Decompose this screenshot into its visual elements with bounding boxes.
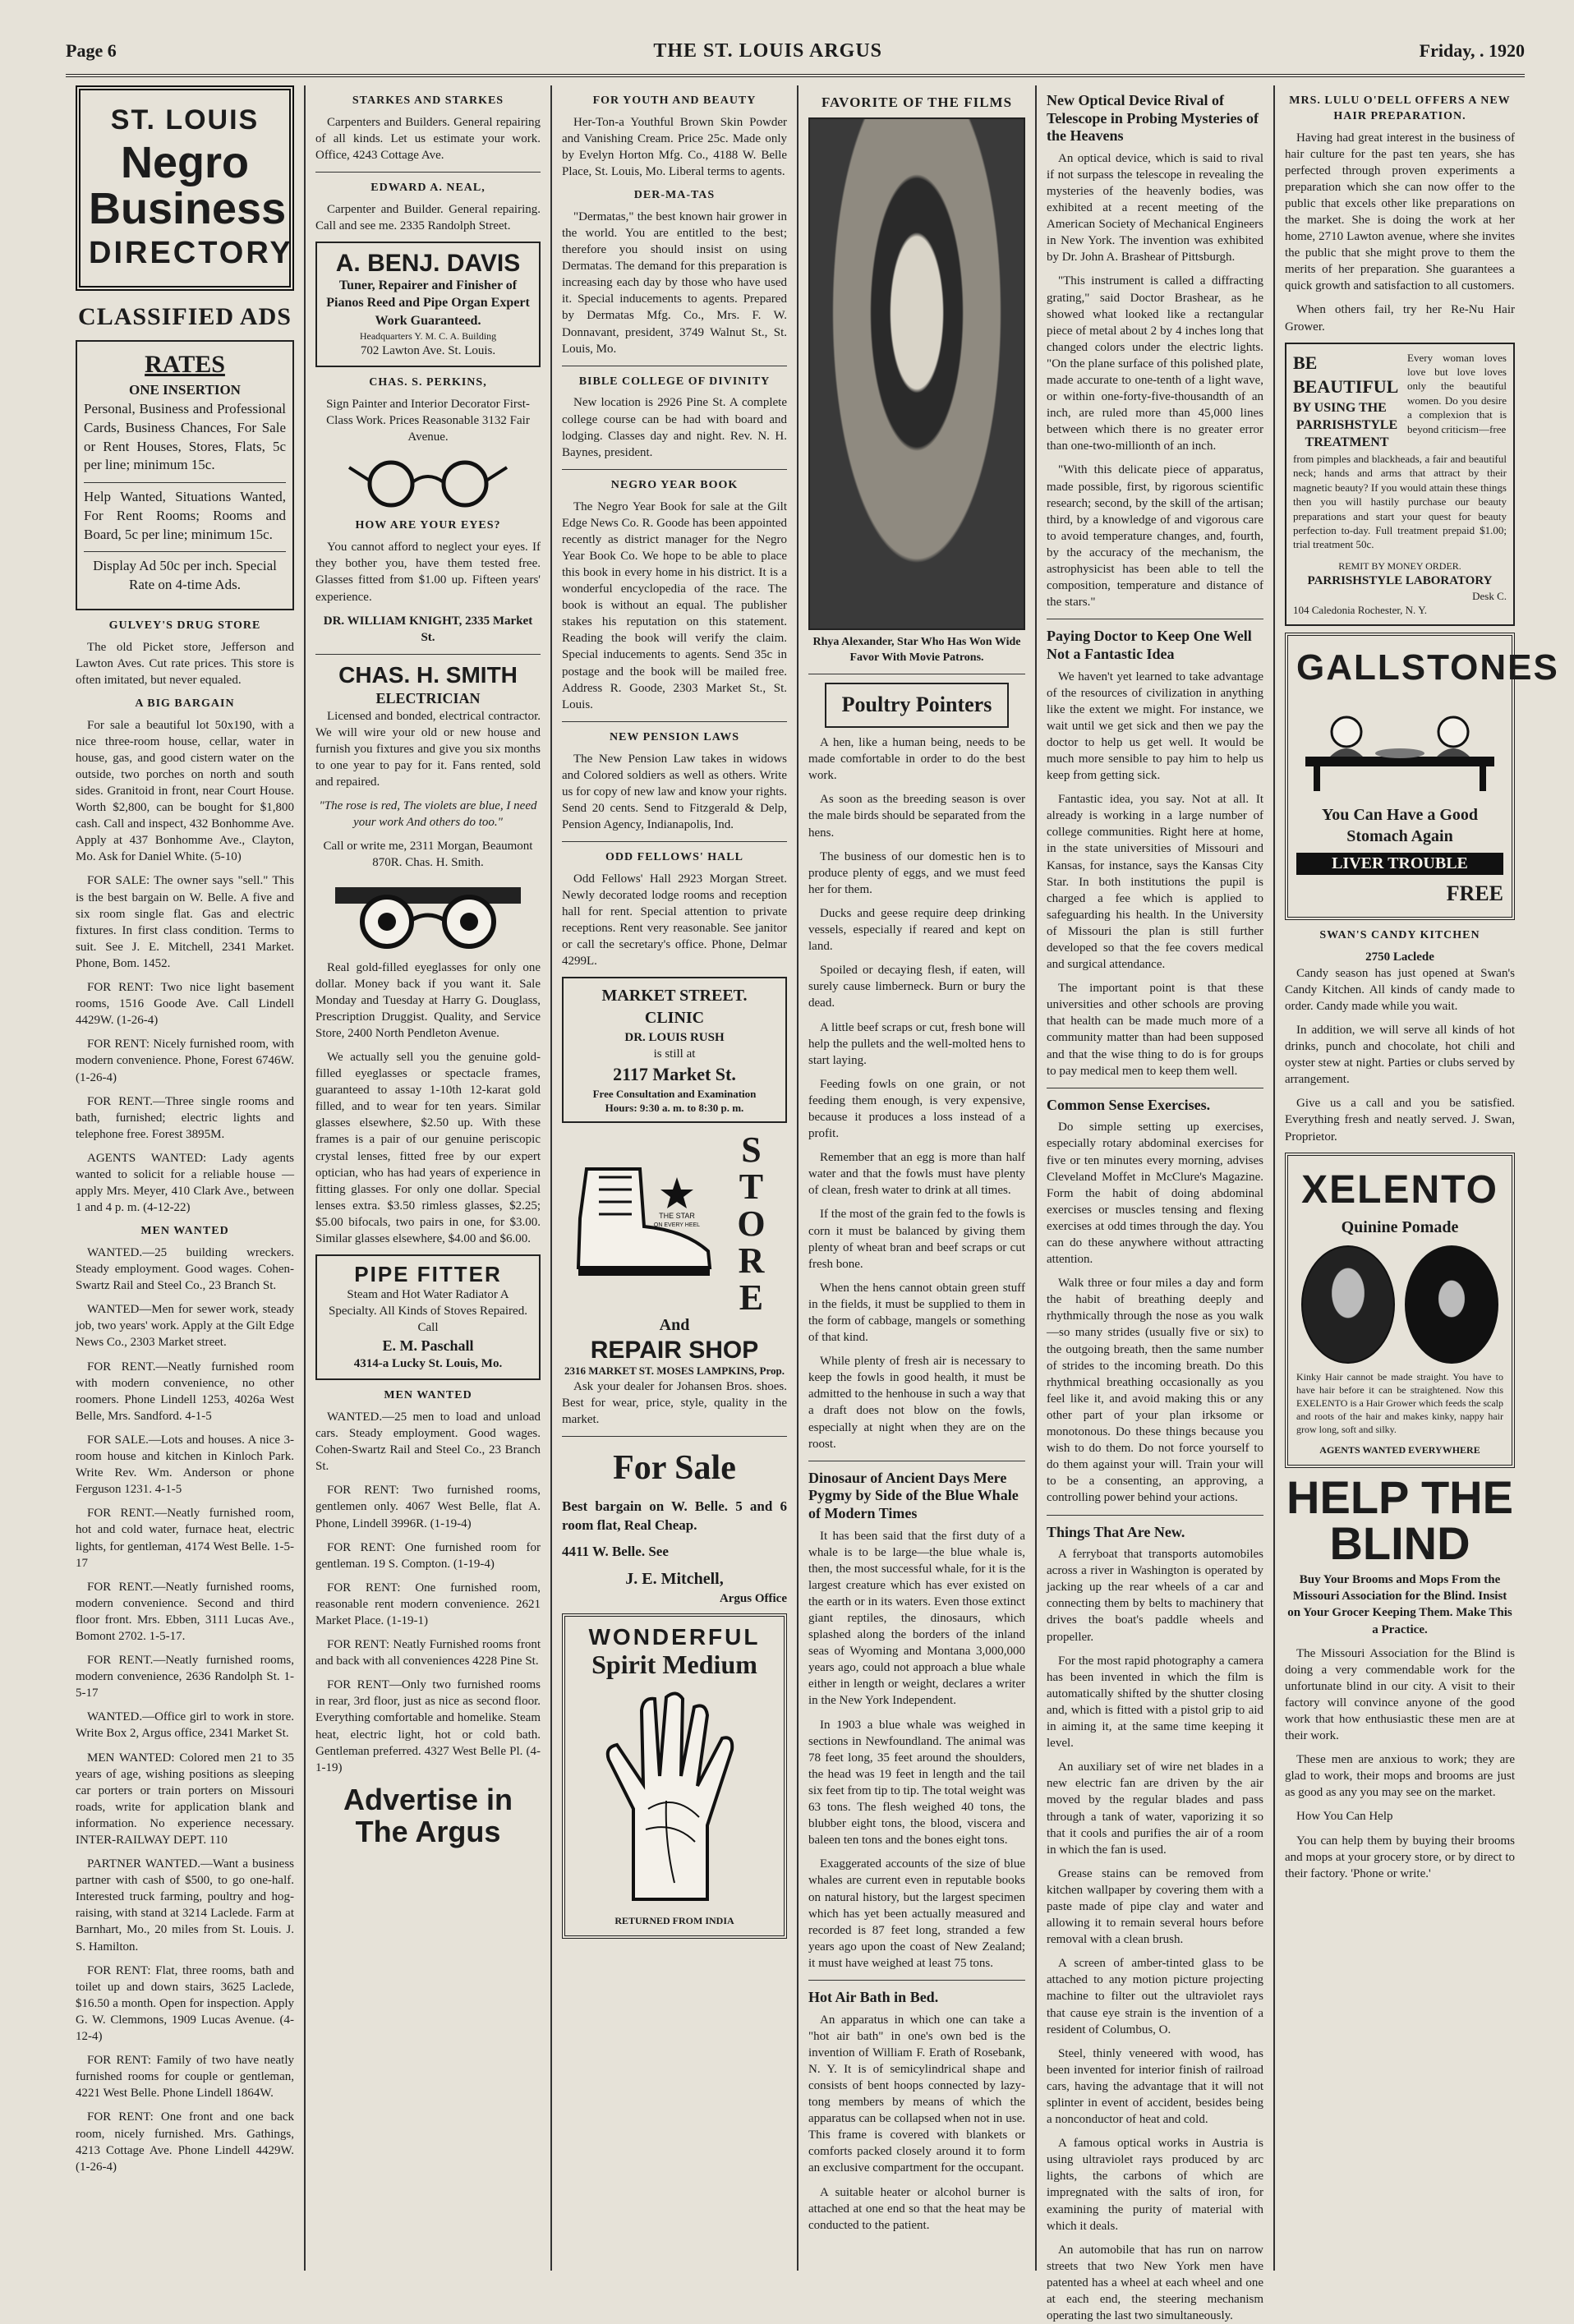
pipe-heading: PIPE FITTER [354,1262,502,1287]
new-things-heading: Things That Are New. [1047,1523,1185,1540]
paragraph: Fantastic idea, you say. Not at all. It already is working in a large number of college communities. Right here at home, in the state universities of Missouri and Kansas, for instance, says the Kansas City Star. In both institutions the pupil is charged a fee which is applied to safeguarding his health. In the University of Missouri the plan is still further developed so that the fee covers medical and surgical attendance. [1047,793,1263,972]
optical-heading: New Optical Device Rival of Telescope in Probing Mysteries of the Heavens [1047,92,1259,145]
gallstones-heading: GALLSTONES [1296,647,1559,688]
lab-address: 104 Caledonia Rochester, N. Y. [1293,604,1428,617]
ad-text: Carpenter and Builder. General repairing. Call and see me. 2335 Randolph Street. [315,202,541,232]
paragraph: If the most of the grain fed to the fowls is corn it must be balanced by giving them plenty of wheat bran and beef scraps or cut fresh bone. [808,1208,1025,1271]
doctor-text [1047,669,1263,1079]
exercise-text [1047,1119,1263,1506]
help-blind-text [1285,1645,1515,1882]
classified-heading: CLASSIFIED ADS [78,302,292,330]
columns [66,85,1559,2323]
ad-heading: NEGRO YEAR BOOK [610,478,739,491]
paragraph: We haven't yet learned to take advantage of the resources of civilization in anything like the extent we might. For instance, we wait until we get sick and then we pay the doctor to help us get well. It would be much more sensible to pay him to help us keep from getting sick. [1047,670,1263,783]
eyes-signature: DR. WILLIAM KNIGHT, 2335 Market St. [323,614,533,644]
paragraph: You can help them by buying their brooms and mops at your grocery store, or by direct to their factory. 'Phone or write.' [1285,1834,1515,1880]
smith-text: Licensed and bonded, electrical contractor. We will wire your old or new house and furnish you fixtures and give you six months to one year to pay for it. Fans rented, sold and repaired. [315,709,541,789]
dinosaur-heading: Dinosaur of Ancient Days Mere Pygmy by Side of the Blue Whale of Modern Times [808,1469,1019,1521]
smith-sub: ELECTRICIAN [375,689,481,706]
for-sale-text: Best bargain on W. Belle. 5 and 6 room flat, Real Cheap. [562,1498,787,1533]
ad-heading: ODD FELLOWS' HALL [605,851,743,864]
ad-text: WANTED.—25 men to load and unload cars. Steady employment. Good wages. Cohen-Swartz Rail and Steel Co., 23 Branch St. [315,1410,541,1474]
palm-hand-icon [584,1686,765,1908]
paragraph: An auxiliary set of wire net blades in a new electric fan are driven by the air moved by the regular blades and pass through a tank of water, vaporizing it so that it cools and purifies the air of a room in which the fan is used. [1047,1760,1263,1857]
paragraph: "With this delicate piece of apparatus, made possible, first, by rigorous scientific research; second, by the skill of the artisan; third, by a knowledge of and vigorous care to avoid temperature changes, and, fourth, by the accuracy of the mechanism, the astrophysicist has been able to tell the composition, temperature and distance of the stars." [1047,463,1263,610]
classified-item: WANTED.—25 building wreckers. Steady employment. Good wages. Cohen-Swartz Rail and Steel Co., 23 Branch St. [76,1246,294,1293]
paragraph: The Missouri Association for the Blind is doing a very commendable work for the unfortunate blind in our city. A visit to their factory will convince anyone of the good work that how enthusiastic these men are at their work. [1285,1646,1515,1743]
classified-item: PARTNER WANTED.—Want a business partner with cash of $500, to go one-half. Interested truck farming, poultry and hog-raising, with stand at 3214 Laclede. Farm at Barnhart, Mo., 20 miles from St. Louis. J. S. Hamilton. [76,1857,294,1954]
paragraph: A little beef scraps or cut, fresh bone will help the pullets and the well-molted hens to start laying. [808,1020,1025,1067]
ad-text: FOR RENT: Neatly Furnished rooms front and back with all conveniences 4228 Pine St. [315,1638,541,1668]
repair-heading: REPAIR SHOP [590,1337,759,1364]
returned-caption: RETURNED FROM INDIA [614,1915,734,1927]
paragraph: In 1903 a blue whale was weighed in sections in Newfoundland. The animal was 78 feet long, 35 feet around the shoulders, the head was 19 feet in length and the tail six feet from tip to tip. The total weight was 63 tons. The flesh weighed 40 tons, the blubber eight tons, the blood, viscera and baleen ten tons and the bones eight tons. [808,1718,1025,1848]
ad-text: New location is 2926 Pine St. A complete college course can be had with board and lodging. Classes day and night. Rev. N. H. Baynes, president. [562,396,787,459]
classified-heading: GULVEY'S DRUG STORE [108,619,261,632]
swan-address: 2750 Laclede [1365,950,1434,964]
clinic-ad [562,977,787,1123]
pipe-name: E. M. Paschall [382,1337,474,1355]
new-things-text [1047,1546,1263,2324]
dining-scene-icon [1297,699,1503,798]
paragraph: Feeding fowls on one grain, or not feeding them enough, is very expensive, because it produces a loss instead of a profit. [808,1077,1025,1141]
xelento-agents: AGENTS WANTED EVERYWHERE [1319,1444,1480,1457]
swan-text [1285,965,1515,1145]
classified-item: FOR RENT.—Three single rooms and bath, furnished; electric lights and telephone free. Forest 3895M. [76,1094,294,1141]
classified-item: WANTED—Men for sewer work, steady job, two years' work. Apply at the Gilt Edge News Co., 2303 Market street. [76,1303,294,1350]
gallstones-ad [1285,633,1559,920]
glasses-text: We actually sell you the genuine gold-filled eyeglasses or spectacle frames, guaranteed to assay 1-10th 12-karat gold filled, and to wear for ten years. Similar glasses elsewhere, $2.50 up. With these frames is a pair of our genuine periscopic crystal lenses, fitted free by our expert optician, who has had years of experience in fitting glasses. For only one dollar. Special lenses extra. $3.50 rimless glasses, $2.25; $5.00 bifocals, two pairs in one, for $3.00. Similar glasses elsewhere, $4.00 and $6.00. [315,1051,541,1246]
paragraph: For the most rapid photography a camera has been invented in which the film is automatically shifted by the shutter closing and, which is fitted with a pistol grip to aid in aiming it, at the same time keeping it level. [1047,1654,1263,1751]
beautiful-line1: BE BEAUTIFUL [1293,352,1399,398]
column-articles [1035,85,1273,2323]
classified-item: FOR RENT.—Neatly furnished room with modern convenience, no other roomers. Phone Lindell 1253, 4026a West Belle, Mrs. Sandford. 4-1-5 [76,1360,294,1423]
poultry-heading: Poultry Pointers [825,683,1009,728]
clinic-free: Free Consultation and Examination [592,1087,757,1100]
lab-desk: Desk C. [1472,589,1507,602]
films-heading: FAVORITE OF THE FILMS [821,94,1013,110]
before-portrait [1301,1245,1395,1364]
spirit-heading: Spirit Medium [591,1650,757,1680]
shoe-store-ad [562,1130,787,1314]
ad-text: Sign Painter and Interior Decorator First-Class Work. Prices Reasonable 3132 Fair Avenue. [326,398,530,444]
davis-hq: Headquarters Y. M. C. A. Building [359,330,497,343]
classified-item: FOR RENT: One front and one back room, nicely furnished. Mrs. Gathings, 4213 Cottage Ave. Phone Lindell 4429W. (1-26-4) [76,2110,294,2174]
paragraph: Exaggerated accounts of the size of blue whales are current even in reputable books on natural history, but the largest specimen which has yet been actually measured and recorded is 87 feet long, stranded a few years ago upon the coast of New Zealand; it must have weighed at least 75 tons. [808,1857,1025,1970]
paragraph: Grease stains can be removed from kitchen wallpaper by covering them with a paste made of pipe clay and water and allowing it to remain several hours before removal with a clean brush. [1047,1866,1263,1947]
paragraph: A famous optical works in Austria is using ultraviolet rays produced by arc lights, the carbons of which are impregnated with the salts of iron, for examining the purity of material with which it deals. [1047,2137,1263,2233]
paragraph: Remember that an egg is more than half water and that the fowls must have plenty of clean, fresh water to drink at all times. [808,1151,1025,1198]
parrishstyle-ad [1285,343,1515,626]
directory-line3: DIRECTORY [89,235,293,270]
davis-tagline: Tuner, Repairer and Finisher of Pianos Reed and Pipe Organ Expert Work Guaranteed. [326,278,530,328]
ad-text: Carpenters and Builders. General repairing of all kinds. Let us estimate your work. Office, 4243 Cottage Ave. [315,115,541,162]
pipe-address: 4314-a Lucky St. Louis, Mo. [353,1357,503,1371]
classified-item: FOR SALE.—Lots and houses. A nice 3-room house and kitchen in Kinloch Park. Write Rev. Wm. Anderson or phone Ferguson 1231. 4-1-5 [76,1433,294,1497]
lulu-text [1285,130,1515,335]
paragraph: Having had great interest in the business of hair culture for the past ten years, she has perfected through proven experiments a preparation which she can now offer to the public that excels other like preparations on the market. She is doing the work at her home, 2710 Lawton avenue, where she invites the public that she might prove to them the merits of her preparation. She guarantees a quick growth and satisfaction to all customers. [1285,131,1515,293]
classified-item: AGENTS WANTED: Lady agents wanted to solicit for a reliable house —apply Mrs. Meyer, 410 Clark Ave., between 1 and 4 p. m. (4-12-22) [76,1151,294,1215]
clinic-doctor: DR. LOUIS RUSH [624,1030,725,1044]
and-word: And [659,1316,690,1335]
help-blind-heading: HELP THE BLIND [1286,1471,1513,1570]
for-sale-heading: For Sale [613,1448,736,1487]
remit: REMIT BY MONEY ORDER. [1338,559,1461,572]
paragraph: The important point is that these universities and other schools are proving that health can be made much more of a community matter than had been supposed and that the wise thing to do is for groups to pay medical men to keep them well. [1047,982,1263,1078]
classified-item: FOR RENT: Two nice light basement rooms, 1516 Goode Ave. Call Lindell 4429W. (1-26-4) [76,981,294,1028]
store-word: STORE [730,1130,771,1315]
directory-line1: ST. LOUIS [110,104,260,136]
paragraph: A screen of amber-tinted glass to be attached to any motion picture projecting machine to filter out the ultraviolet rays that cause eye strain is the invention of a resident of Columbus, O. [1047,1957,1263,2036]
classified-item: FOR RENT.—Neatly furnished rooms, modern convenience, 2636 Randolph St. 1-5-17 [76,1654,294,1700]
paragraph: Ducks and geese require deep drinking vessels, especially if reared and kept on land. [808,906,1025,954]
ad-heading: EDWARD A. NEAL, [370,182,486,195]
paragraph: Steel, thinly veneered with wood, has been invented for interior finish of railroad cars, having the advantage that it will not splinter in event of accident, besides being a nonconductor of heat and cold. [1047,2046,1263,2127]
glasses-text: Real gold-filled eyeglasses for only one dollar. Money back if you want it. Sale Monday and Tuesday at Harry G. Douglass, Prescription Druggist. Quality, and Service Store, 2400 North Pendleton Avenue. [315,960,541,1040]
paragraph: In addition, we will serve all kinds of hot drinks, punch and chocolate, hot chili and oyster stew at night. Parties or clubs served by arrangement. [1285,1024,1515,1087]
ad-text: The Negro Year Book for sale at the Gilt Edge News Co. R. Goode has been appointed recently as district manager for the Negro Year Book Co. We hope to be able to place this book in every home in his district. It is a wonderful encyclopedia of the race. The book is without an equal. The publisher stakes his reputation on this statement. Reading the book will verify the claim. Special inducements to agents. Send 35c in postage and the book will be mailed free. Address R. Goode, 2303 Market St., St. Louis. [562,499,787,711]
rates-text: Personal, Business and Professional Cards, Business Chances, For Sale or Rent Houses, Stores, Flats, 5c per line; minimum 15c. [84,400,286,473]
classified-heading: MEN WANTED [140,1225,229,1238]
spirit-medium-ad [562,1613,787,1939]
eyes-heading: HOW ARE YOUR EYES? [355,519,501,532]
paragraph: An optical device, which is said to rival if not surpass the telescope in revealing the mysteries of the heavenly bodies, was exhibited at a recent meeting of the American Society of Mechanical Engineers in New York. The invention was exhibited by Dr. John A. Brashear of Pittsburgh. [1047,151,1263,265]
doctor-heading: Paying Doctor to Keep One Well Not a Fantastic Idea [1047,628,1252,662]
ad-heading: FOR YOUTH AND BEAUTY [592,94,757,107]
beautiful-line3: PARRISHSTYLE TREATMENT [1296,418,1398,450]
beautiful-side: Every woman loves love but love loves only the beautiful women. Do you desire a complexion that is beyond criticism—free [1407,351,1507,435]
davis-name: A. BENJ. DAVIS [335,249,521,277]
rates-title: RATES [145,351,225,379]
xelento-text: Kinky Hair cannot be made straight. You have to have hair before it can be straightened. Now this EXELENTO is a Hair Grower which feeds the scalp and roots of the hair and makes kinky, nappy hair grow long, soft and silky. [1296,1370,1503,1436]
eyeglasses-icon [346,453,510,510]
paragraph: The business of our domestic hen is to produce plenty of eggs, and we must feed her for them. [808,849,1025,896]
classified-item: FOR SALE: The owner says "sell." This is the best bargain on W. Belle. A five and six room single flat. Gas and electric fixtures. In first class condition. Terms to suit. See J. E. Mitchell, 2341 Market. Phone, Bom. 1452. [76,874,294,970]
classified-list [76,619,294,2175]
paragraph: A ferryboat that transports automobiles across a river in Washington is operated by jacking up the rear wheels of a car and connecting them by belts to machinery that drives the boat's paddle wheels and propeller. [1047,1548,1263,1644]
paragraph: When others fail, try her Re-Nu Hair Grower. [1285,303,1515,334]
smith-call: Call or write me, 2311 Morgan, Beaumont 870R. Chas. H. Smith. [323,840,533,870]
ad-text: FOR RENT—Only two furnished rooms in rear, 3rd floor, just as nice as second floor. Everything comfortable and homelike. Steam heat, electric light, hot or cold bath. Gentleman preferred. 4327 West Belle Pl. (4-1-19) [315,1678,541,1774]
for-sale-text: 4411 W. Belle. See [562,1543,669,1559]
classified-item: FOR RENT: Flat, three rooms, bath and toilet up and down stairs, 3625 Laclede, $16.50 a month. Open for inspection. Apply G. W. Clemmons, 1909 Lucas Avenue. (4-12-4) [76,1963,294,2044]
ad-text: FOR RENT: Two furnished rooms, gentlemen only. 4067 West Belle, flat A. Phone, Lindell 3996R. (1-19-4) [315,1484,541,1530]
for-sale-name: J. E. Mitchell, [625,1570,724,1589]
paragraph: Do simple setting up exercises, especially rotary abdominal exercises for five or ten minutes every morning, advises Cleveland Moffet in McClure's Magazine. Form the habit of doing abdominal exercises or muscles tensing and flexing exercises at odd times through the day. You can do these anywhere without attracting attention. [1047,1121,1263,1267]
paragraph: Give us a call and you be satisfied. Everything fresh and neatly served. J. Swan, Proprietor. [1285,1097,1515,1144]
column-classifieds [66,85,304,2271]
directory-line2: Negro Business [89,137,287,234]
paragraph: A suitable heater or alcohol burner is attached at one end so that the heat may be conducted to the patient. [808,2185,1025,2232]
paragraph: When the hens cannot obtain green stuff in the fields, it must be supplied to them in the form of cabbage, mangels or something of that kind. [808,1281,1025,1345]
davis-ad [315,242,541,367]
clinic-hours: Hours: 9:30 a. m. to 8:30 p. m. [605,1102,744,1114]
optical-text [1047,150,1263,611]
shoe-star-text: THE STAR [659,1211,695,1220]
page-number: Page 6 [66,40,117,61]
gall-liver: LIVER TROUBLE [1296,853,1503,875]
directory-banner [76,85,294,291]
column-features [797,85,1035,2271]
rates-box [76,340,294,610]
ad-text: Her-Ton-a Youthful Brown Skin Powder and Vanishing Cream. Price 25c. Made only by Evelyn Horton Mfg. Co., 4188 W. Belle Place, St. Louis, Mo. Liberal terms to agents. [562,115,787,179]
paragraph: A hen, like a human being, needs to be made comfortable in order to do the best work. [808,736,1025,783]
pipe-text: Steam and Hot Water Radiator A Specialty. All Kinds of Stoves Repaired. Call [329,1287,527,1334]
lab-name: PARRISHSTYLE LABORATORY [1307,573,1493,587]
spectacles-face-icon [334,879,522,953]
paragraph: An apparatus in which one can take a "hot air bath" in one's own bed is the invention of William F. Erath of Rosebank, N. Y. It is of semicylindrical shape and consists of bent hoops connected by lazy-tong members by means of which the apparatus can be collapsed when not in use. This frame is covered with blankets or comforts packed closely around it to form an exclusive compartment for the occupant. [808,2013,1025,2175]
classified-item: FOR RENT.—Neatly furnished rooms, modern convenience. Second and third floor front. Mrs. Ebben, 3111 Lucas Ave., Bomont 2702. 1-5-17. [76,1580,294,1643]
hot-air-text [808,2012,1025,2234]
classified-item: FOR RENT: Nicely furnished room, with modern convenience. Phone, Forest 6746W. (1-26-4) [76,1038,294,1084]
paragraph: Spoiled or decaying flesh, if eaten, will surely cause limberneck. Burn or bury the dead. [808,964,1025,1010]
classified-item: FOR RENT: Family of two have neatly furnished rooms for couple or gentleman, 4221 West Belle. Phone Lindell 1864W. [76,2054,294,2101]
swan-heading: SWAN'S CANDY KITCHEN [1319,928,1480,941]
shoe-heel-text: ON EVERY HEEL [653,1222,701,1228]
after-portrait [1405,1245,1498,1364]
clinic-still: is still at [653,1047,696,1061]
paragraph: These men are anxious to work; they are glad to work, their mops and brooms are just as good as any you may see on the market. [1285,1753,1515,1800]
ad-heading: STARKES AND STARKES [352,94,504,107]
paragraph: Candy season has just opened at Swan's Candy Kitchen. All kinds of candy made to order. Candy made while you wait. [1285,966,1515,1013]
actress-portrait [808,117,1025,630]
newspaper-title: THE ST. LOUIS ARGUS [653,39,882,62]
ad-heading: MEN WANTED [384,1389,472,1402]
repair-text: Ask your dealer for Johansen Bros. shoes. Best for wear, price, style, quality in the market. [562,1379,787,1426]
ad-heading: NEW PENSION LAWS [609,730,740,743]
dinosaur-text [808,1528,1025,1972]
beautiful-line2: BY USING THE [1293,400,1387,415]
paragraph: Walk three or four miles a day and form the habit of breathing deeply and rhythmically through the nose as you walk—so many strides (usually five or six) to the outgoing breath, then the same number of strides to the incoming breath. Do this rhythmical breathing occasionally as you feel like it, and avoid making this or any other part of your plan irksome or monotonous. Do these things because you wish to do them. Do not force yourself to do them against your will. Train your will to be a consenting, an approving, a controlling power behind your actions. [1047,1277,1263,1505]
rates-text: Help Wanted, Situations Wanted, For Rent Rooms; Rooms and Board, 5c per line; minimum 15c. [84,482,286,544]
classified-item: For sale a beautiful lot 50x190, with a nice three-room house, cellar, water in house, gas, and good cistern water on the outside, two porches on north and south sides. Granitoid in front, near Court House. Worth $2,800, can be bought for $1,800 cash. Call and inspect, 432 Bonhomme Ave. Apply at 437 Bonhomme Ave., Clayton, Mo. Ask for Daniel White. (5-10) [76,718,294,864]
ad-text: FOR RENT: One furnished room for gentleman. 19 S. Compton. (1-19-4) [315,1540,541,1571]
ad-heading: CHAS. S. PERKINS, [369,376,487,389]
eyes-text: You cannot afford to neglect your eyes. If they bother you, have them tested free. Glasses fitted from $1.00 up. Fifteen years' experience. [315,541,541,604]
smith-poem: "The rose is red, The violets are blue, I need your work And others do too." [319,799,537,830]
ad-text: "Dermatas," the best known hair grower in the world. You are entitled to the best; therefore you should insist on using Dermatas. The demand for this preparation is increasing each day by those who have used it. Special inducements to agents. Prepared by Dermatas Mfg. Co., Mrs. F. W. Donnavant, president, 3749 Walnut St., St. Louis, Mo. [562,209,787,356]
paragraph: An automobile that has run on narrow streets that two New York men have patented has a wheel at each wheel and one at each end, the steering mechanism operating the last two simultaneously. [1047,2243,1263,2323]
wonderful-heading: WONDERFUL [588,1624,761,1650]
ad-heading: DER-MA-TAS [633,189,716,202]
clinic-address: 2117 Market St. [613,1064,736,1085]
help-blind-sub: Buy Your Brooms and Mops From the Missouri Association for the Blind. Insist on Your Grocer Keeping Them. Make This a Practice. [1287,1573,1512,1636]
masthead [66,33,1525,77]
rates-subtitle: ONE INSERTION [129,382,241,398]
for-sale-office: Argus Office [719,1592,787,1606]
gall-free: FREE [1446,881,1503,906]
paragraph: It has been said that the first duty of a whale is to be large—the blue whale is, then, the most successful whale, for it is the largest creature which has ever existed on the earth or in its waters. Even those extinct giant reptiles, the dinosaurs, which splashed along the borders of the inland seas of Wyoming and Montana 3,000,000 years ago, could not approach a blue whale either in length or weight, declares a writer in the New York Independent. [808,1529,1025,1708]
ad-text: Odd Fellows' Hall 2923 Morgan Street. Newly decorated lodge rooms and reception hall for rent. Special attention to private receptions. Rent very reasonable. See janitor or call the secretary's office. Phone, Delmar 4299L. [562,872,787,969]
davis-address: 702 Lawton Ave. St. Louis. [360,344,496,358]
classified-item: FOR RENT.—Neatly furnished room, hot and cold water, furnace heat, electric lights, for gentleman, 4174 West Belle. 1-5-17 [76,1507,294,1570]
smith-name: CHAS. H. SMITH [338,661,518,688]
xelento-heading: XELENTO [1301,1167,1498,1212]
xelento-sub: Quinine Pomade [1341,1217,1459,1236]
classified-item: The old Picket store, Jefferson and Lawton Aves. Cut rate prices. This store is often imitated, but never equaled. [76,640,294,687]
clinic-heading: MARKET STREET. CLINIC [601,987,748,1028]
shoe-icon [562,1161,718,1284]
rates-text: Display Ad 50c per inch. Special Rate on 4-time Ads. [84,551,286,595]
paragraph: As soon as the breeding season is over the male birds should be separated from the hens. [808,793,1025,840]
column-notices [550,85,797,2271]
column-business-ads [304,85,550,2271]
classified-item: MEN WANTED: Colored men 21 to 35 years of age, wishing positions as sleeping car porters or train porters on Missouri roads, write for application blank and information. No experience necessary. INTER-RAILWAY DEPT. 110 [76,1751,294,1848]
ad-heading: BIBLE COLLEGE OF DIVINITY [578,375,771,388]
lulu-heading: MRS. LULU O'DELL OFFERS A NEW HAIR PREPARATION. [1289,94,1511,122]
poultry-text [808,734,1025,1452]
paragraph: While plenty of fresh air is necessary to keep the fowls in good health, it must be admitted to the henhouse in such a way that a draft does not blow on the fowls, especially at night when they are on the roost. [808,1355,1025,1451]
paragraph: "This instrument is called a diffracting grating," said Doctor Brashear, as he showed what looked like a rectangular piece of metal about 2 by 4 inches long that changed colors under the electric lights. "On the plane surface of this polished plate, made accurate to one-tenth of a light wave, or within one-forty-five-thousandth of an inch, are ruled more than 45,000 lines between which there is no greater error than one-two-millionth of an inch. [1047,274,1263,453]
gall-text: You Can Have a Good Stomach Again [1321,805,1479,846]
hot-air-heading: Hot Air Bath in Bed. [808,1988,939,2005]
ad-text: FOR RENT: One furnished room, reasonable rent modern convenience. 2621 Market Place. (1-19-1) [315,1581,541,1627]
exercise-heading: Common Sense Exercises. [1047,1096,1211,1113]
classified-heading: A BIG BARGAIN [135,697,235,710]
portrait-caption: Rhya Alexander, Star Who Has Won Wide Favor With Movie Patrons. [812,635,1021,664]
ad-text: The New Pension Law takes in widows and Colored soldiers as well as others. Write us for copy of new law and know your rights. Send 20 cents. Send to Fitzgerald & Delp, Pension Agency, Indianapolis, Ind. [562,752,787,831]
paragraph: How You Can Help [1296,1810,1393,1824]
advertise-banner: Advertise in The Argus [343,1782,513,1849]
repair-address: 2316 MARKET ST. MOSES LAMPKINS, Prop. [564,1364,785,1378]
pipe-fitter-ad [315,1254,541,1380]
column-ads-right [1273,85,1559,2271]
beautiful-text: from pimples and blackheads, a fair and beautiful neck; hands and arms that attract by their magnetic beauty? If you would attain these things then you will hastily purchase our beauty preparations and start your quest for beauty perfection to-day. Full treatment prepaid $1.00; trial treatment 50c. [1293,452,1507,551]
xelento-ad [1285,1153,1515,1469]
classified-item: WANTED.—Office girl to work in store. Write Box 2, Argus office, 2341 Market St. [76,1710,294,1741]
issue-date: Friday, . 1920 [1419,40,1525,61]
